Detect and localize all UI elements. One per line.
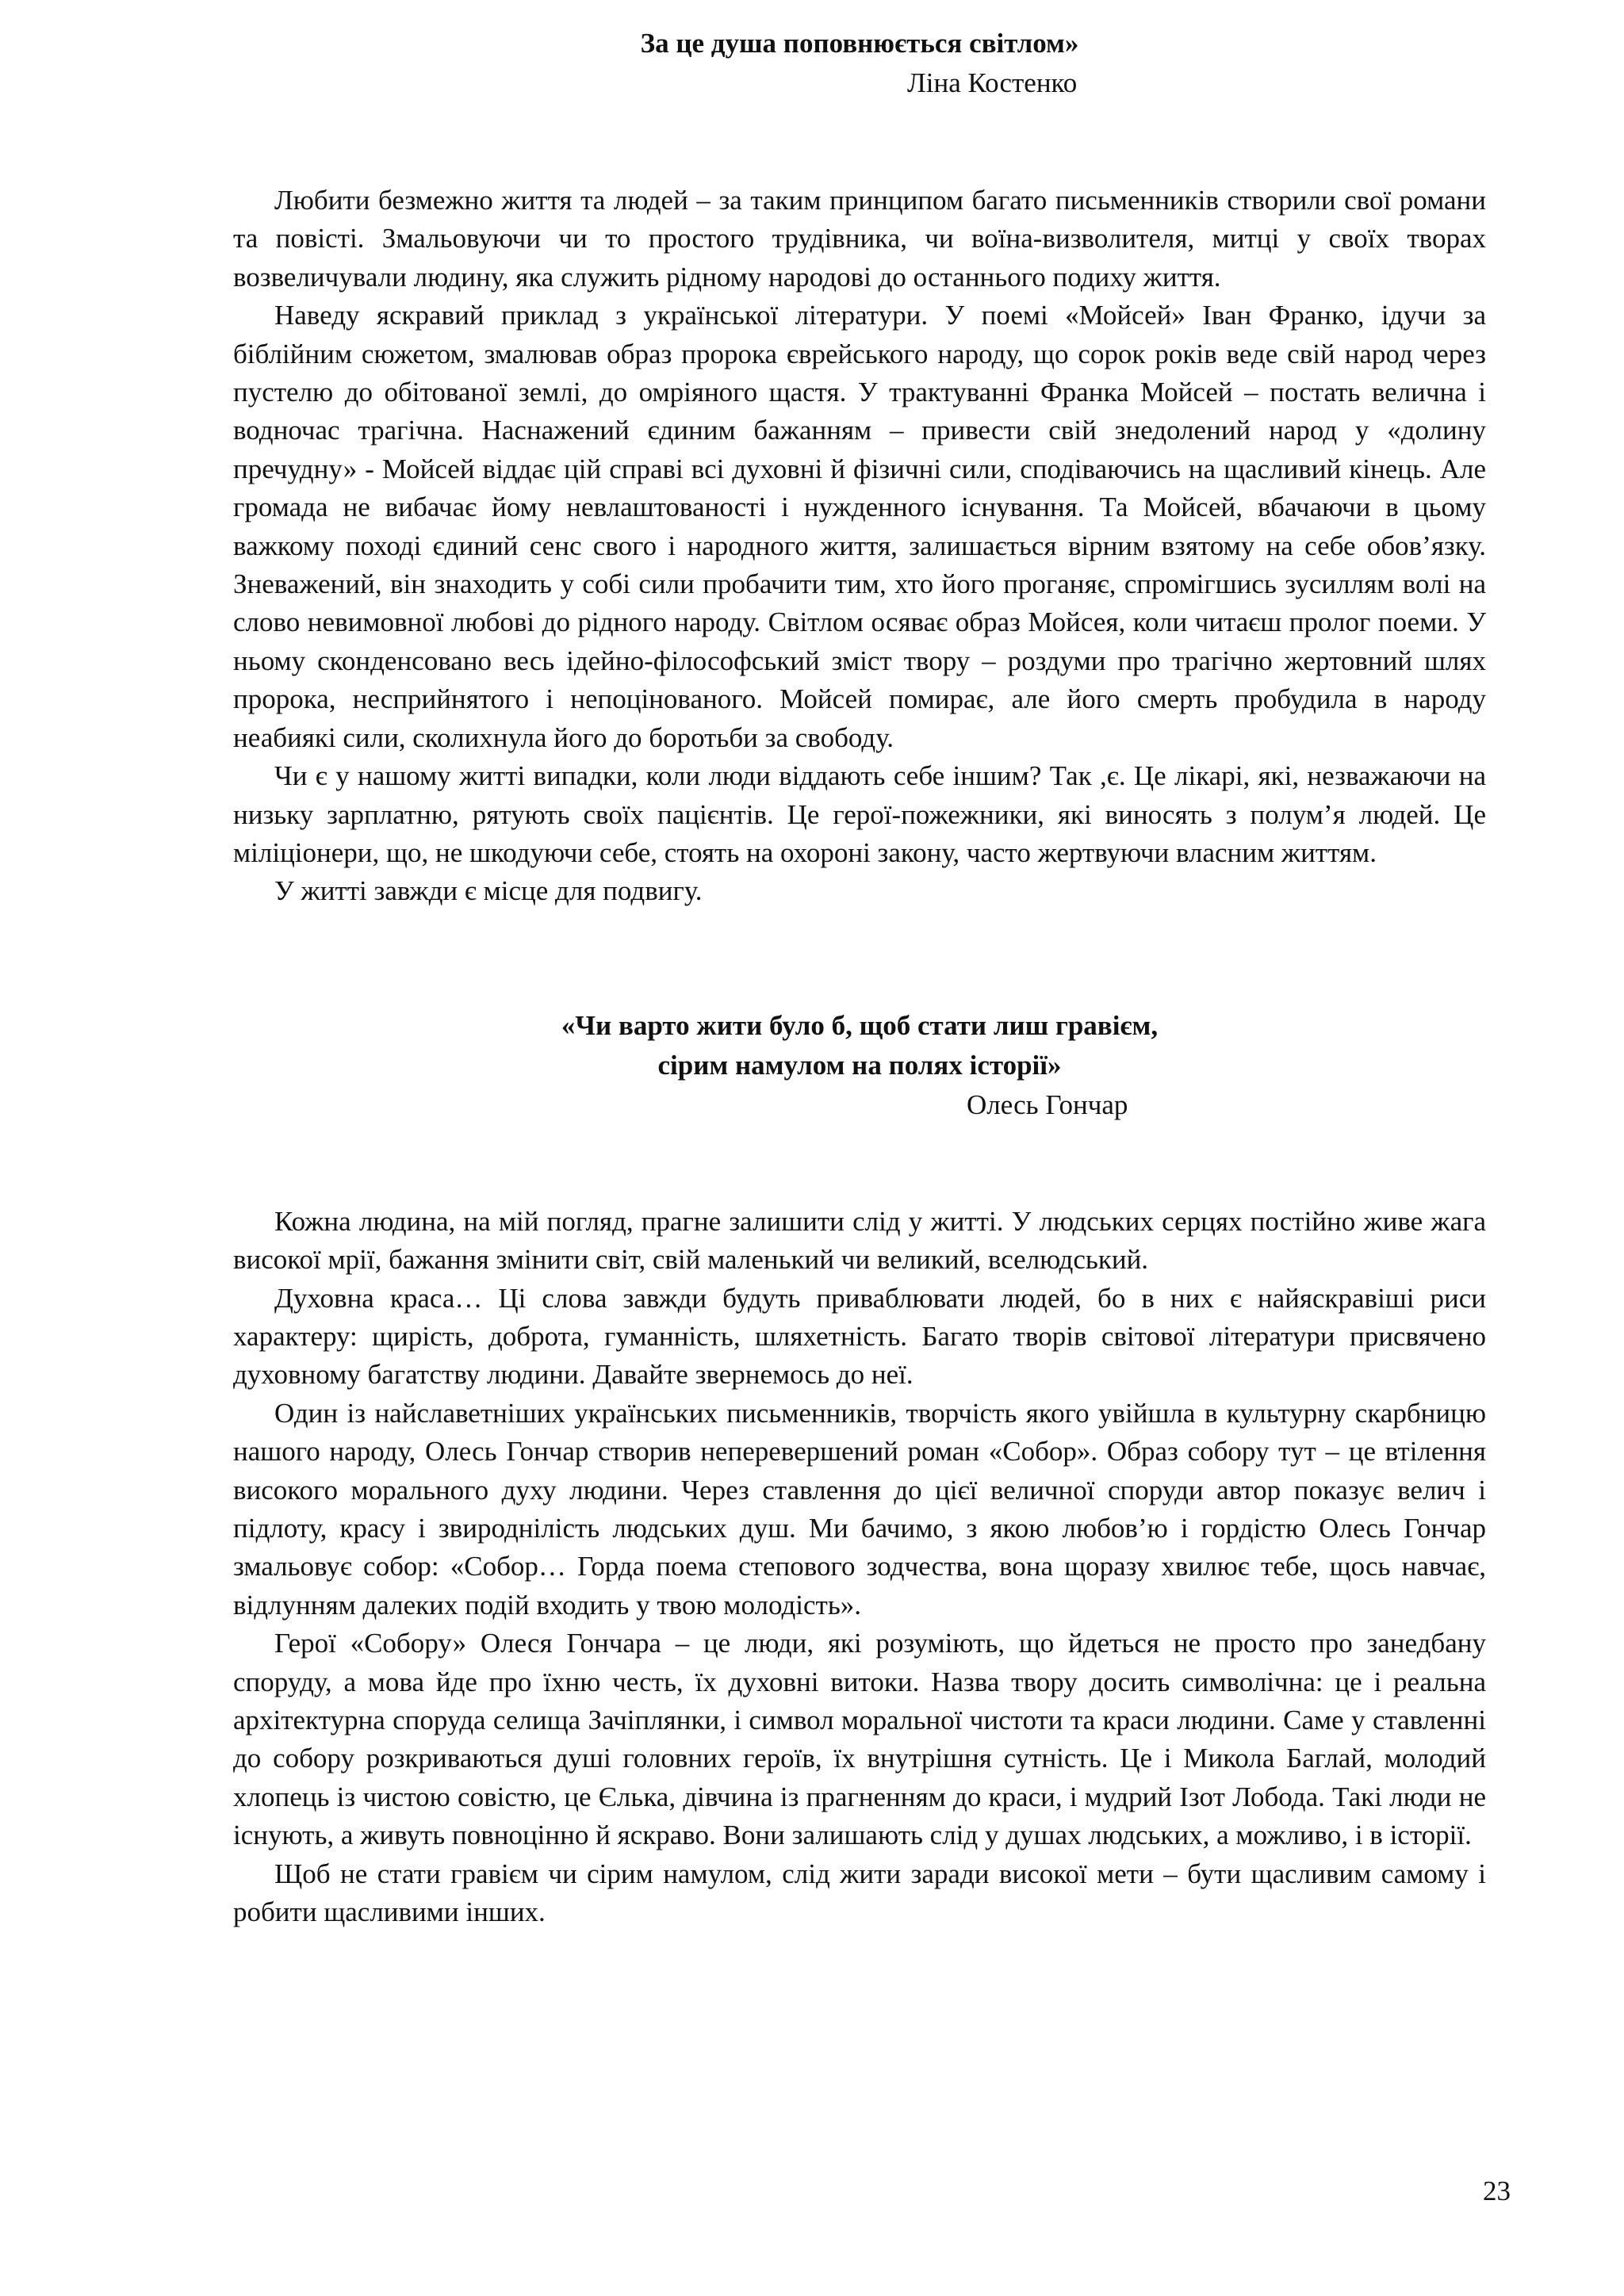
- page-content: [233, 24, 1486, 1931]
- spacer: [233, 911, 1486, 1006]
- section1-paragraph: Наведу яскравий приклад з української літератури. У поемі «Мойсей» Іван Франко, ідучи за біблійним сюжетом, змалював образ пророка єврейського народу, що сорок років веде свій народ через пустелю до обітованої землі, до омріяного щастя. У трактуванні Франка Мойсей – постать велична і водночас трагічна. Наснажений єдиним бажанням – привести свій знедолений народ у «долину пречудну» - Мойсей віддає цій справі всі духовні й фізичні сили, сподіваючись на щасливий кінець. Але громада не вибачає йому невлаштованості і нужденного існування. Та Мойсей, вбачаючи в цьому важкому поході єдиний сенс свого і народного життя, залишається вірним взятому на себе обов’язку. Зневажений, він знаходить у собі сили пробачити тим, хто його проганяє, спромігшись зусиллям волі на слово невимовної любові до рідного народу. Світлом осяває образ Мойсея, коли читаєш пролог поеми. У ньому сконденсовано весь ідейно-філософський зміст твору – роздуми про трагічно жертовний шлях пророка, несприйнятого і непоцінованого. Мойсей помирає, але його смерть пробудила в народу неабиякі сили, сколихнула його до боротьби за свободу.: [233, 300, 1486, 753]
- section2-paragraph: Духовна краса… Ці слова завжди будуть приваблювати людей, бо в них є найяскравіші риси характеру: щирість, доброта, гуманність, шляхетність. Багато творів світової літератури присвячено духовному багатству людини. Давайте звернемось до неї.: [233, 1282, 1486, 1391]
- section1-paragraph: Любити безмежно життя та людей – за таким принципом багато письменників створили свої романи та повісті. Змальовуючи чи то простого трудівника, чи воїна-визволителя, митці у своїх творах возвеличували людину, яка служить рідному народові до останнього подиху життя.: [233, 185, 1486, 293]
- section1-title: За це душа поповнюється світлом»: [640, 28, 1079, 59]
- section1-paragraph: У житті завжди є місце для подвигу.: [274, 875, 703, 907]
- section1-paragraph: Чи є у нашому житті випадки, коли люди віддають себе іншим? Так ,є. Це лікарі, які, незважаючи на низьку зарплатню, рятують своїх пацієнтів. Це герої-пожежники, які виносять з полум’я людей. Це міліціонери, що, не шкодуючи себе, стоять на охороні закону, часто жертвуючи власним життям.: [233, 760, 1486, 868]
- page-number: 23: [1483, 2175, 1511, 2206]
- section2-paragraph: Герої «Собору» Олеся Гончара – це люди, які розуміють, що йдеться не просто про занедбану споруду, а мова йде про їхню честь, їх духовні витоки. Назва твору досить символічна: це і реальна архітектурна споруда селища Зачіплянки, і символ моральної чистоти та краси людини. Саме у ставленні до собору розкриваються душі головних героїв, їх внутрішня сутність. Це і Микола Баглай, молодий хлопець із чистою совістю, це Єлька, дівчина із прагненням до краси, і мудрий Ізот Лобода. Такі люди не існують, а живуть повноцінно й яскраво. Вони залишають слід у душах людських, а можливо, і в історії.: [233, 1628, 1486, 1851]
- section2-paragraph: Один із найславетніших українських письменників, творчість якого увійшла в культурну скарбницю нашого народу, Олесь Гончар створив неперевершений роман «Собор». Образ собору тут – це втілення високого морального духу людини. Через ставлення до цієї величної споруди автор показує велич і підлоту, красу і звироднілість людських душ. Ми бачимо, з якою любов’ю і гордістю Олесь Гончар змальовує собор: «Собор… Горда поема степового зодчества, вона щоразу хвилює тебе, щось навчає, відлунням далеких подій входить у твою молодість».: [233, 1397, 1486, 1621]
- section2-paragraph: Щоб не стати гравієм чи сірим намулом, слід жити заради високої мети – бути щасливим самому і робити щасливими інших.: [233, 1858, 1486, 1928]
- section2-author: Олесь Гончар: [967, 1089, 1128, 1120]
- section2-title-line1: «Чи варто жити було б, щоб стати лиш гравієм,: [561, 1009, 1159, 1041]
- section1-author: Ліна Костенко: [907, 67, 1078, 98]
- section2-title-line2: сірим намулом на полях історії»: [657, 1049, 1062, 1081]
- spacer: [233, 103, 1486, 182]
- section2-paragraph: Кожна людина, на мій погляд, прагне залишити слід у житті. У людських серцях постійно живе жага високої мрії, бажання змінити світ, свій маленький чи великий, вселюдський.: [233, 1205, 1486, 1276]
- spacer: [233, 1125, 1486, 1203]
